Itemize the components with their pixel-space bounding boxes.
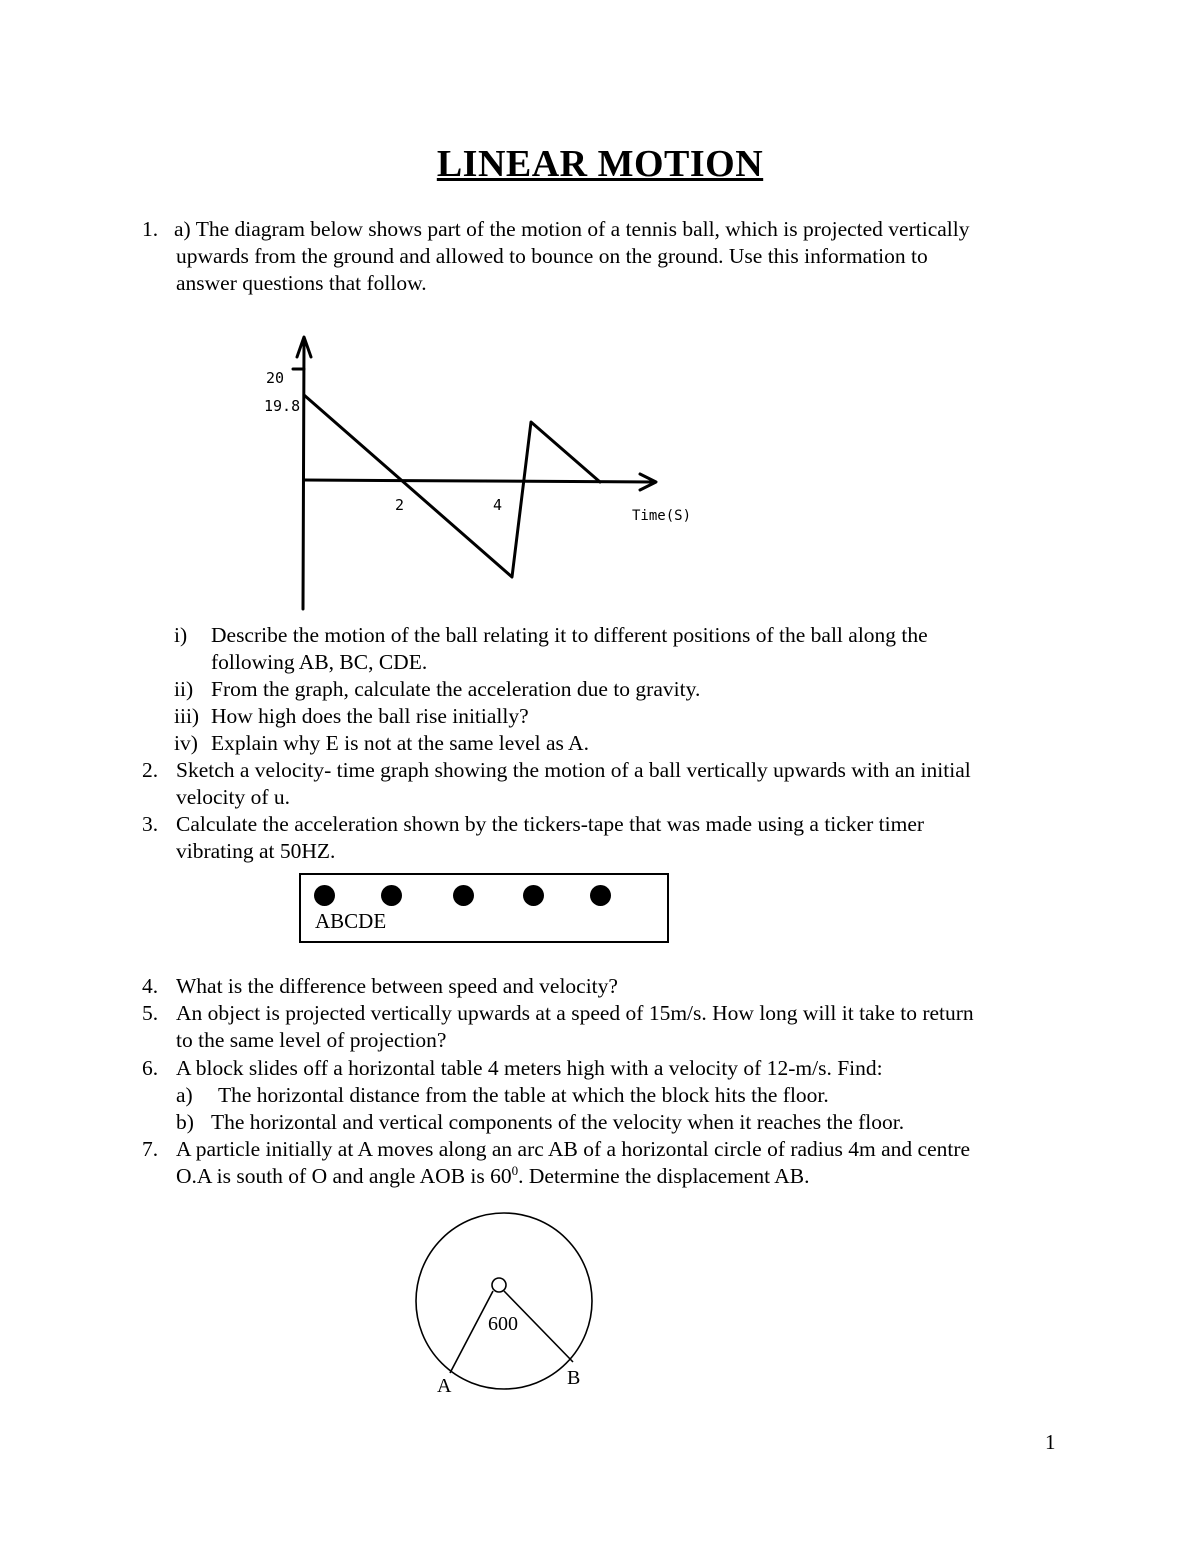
q1-part-iii-line: How high does the ball rise initially? <box>211 704 529 728</box>
angle-label: 600 <box>488 1313 518 1335</box>
q7-degree-superscript: 0 <box>511 1162 519 1178</box>
ticker-dot <box>381 885 402 906</box>
q7-number: 7. <box>142 1137 159 1161</box>
graph-x-label-2: 2 <box>395 496 405 514</box>
q1-part-i-number: i) <box>174 623 188 647</box>
q1-part-i-line-1: Describe the motion of the ball relating it to different positions of the ball along the <box>211 623 928 647</box>
q1-part-ii-number: ii) <box>174 677 194 701</box>
centre-point-o <box>492 1278 506 1292</box>
ticker-tape-label: ABCDE <box>315 909 387 933</box>
q1-line-1: a) The diagram below shows part of the motion of a tennis ball, which is projected vertically <box>174 217 970 241</box>
graph-y-label-19-8: 19.8 <box>264 397 301 415</box>
q1-part-iv-number: iv) <box>174 731 198 755</box>
ticker-dot <box>523 885 544 906</box>
q7-line-2 <box>176 1163 810 1190</box>
graph-x-axis-label: Time(S) <box>632 508 692 524</box>
q7-line-2-text: O.A is south of O and angle AOB is 60 <box>176 1164 512 1188</box>
graph-y-label-20: 20 <box>266 369 285 387</box>
q4-line-1: What is the difference between speed and velocity? <box>176 974 618 998</box>
q6-part-a-text: The horizontal distance from the table at which the block hits the floor. <box>218 1083 829 1107</box>
ticker-dot <box>453 885 474 906</box>
radius-oa <box>450 1291 493 1373</box>
q1-part-i-line-2: following AB, BC, CDE. <box>211 650 428 674</box>
q3-number: 3. <box>142 812 159 836</box>
circle-arc-diagram <box>405 1205 605 1405</box>
ticker-dot <box>590 885 611 906</box>
q5-number: 5. <box>142 1001 159 1025</box>
point-a-label: A <box>437 1375 452 1397</box>
graph-y-axis <box>303 343 304 609</box>
q6-line-1: A block slides off a horizontal table 4 meters high with a velocity of 12-m/s. Find: <box>176 1056 883 1080</box>
graph-x-label-4: 4 <box>493 496 503 514</box>
q5-line-1: An object is projected vertically upwards at a speed of 15m/s. How long will it take to return <box>176 1001 974 1025</box>
q4-number: 4. <box>142 974 159 998</box>
velocity-time-graph <box>250 325 700 620</box>
q5-line-2: to the same level of projection? <box>176 1028 447 1052</box>
q6-part-a-number: a) <box>176 1083 193 1107</box>
q1-line-3: answer questions that follow. <box>176 271 427 295</box>
circle-outline <box>416 1213 592 1389</box>
q2-number: 2. <box>142 758 159 782</box>
q1-number: 1. <box>142 217 159 241</box>
point-b-label: B <box>567 1367 581 1389</box>
ticker-tape <box>299 873 669 943</box>
q3-line-2: vibrating at 50HZ. <box>176 839 336 863</box>
q6-part-b-text: The horizontal and vertical components of the velocity when it reaches the floor. <box>211 1110 905 1134</box>
graph-velocity-line <box>304 395 600 577</box>
page-number: 1 <box>1045 1430 1056 1454</box>
ticker-dot <box>314 885 335 906</box>
q3-line-1: Calculate the acceleration shown by the tickers-tape that was made using a ticker timer <box>176 812 925 836</box>
q1-part-iv-line: Explain why E is not at the same level as A. <box>211 731 589 755</box>
q7-line-2-end: . Determine the displacement AB. <box>518 1164 810 1188</box>
q6-number: 6. <box>142 1056 159 1080</box>
q1-line-2: upwards from the ground and allowed to bounce on the ground. Use this information to <box>176 244 928 268</box>
q1-part-iii-number: iii) <box>174 704 200 728</box>
q6-part-b-number: b) <box>176 1110 194 1134</box>
graph-x-axis <box>304 480 655 482</box>
q2-line-1: Sketch a velocity- time graph showing the motion of a ball vertically upwards with an initial <box>176 758 971 782</box>
q2-line-2: velocity of u. <box>176 785 291 809</box>
page-title: LINEAR MOTION <box>436 143 764 185</box>
q1-part-ii-line: From the graph, calculate the acceleration due to gravity. <box>211 677 701 701</box>
q7-line-1: A particle initially at A moves along an arc AB of a horizontal circle of radius 4m and centre <box>176 1137 971 1161</box>
